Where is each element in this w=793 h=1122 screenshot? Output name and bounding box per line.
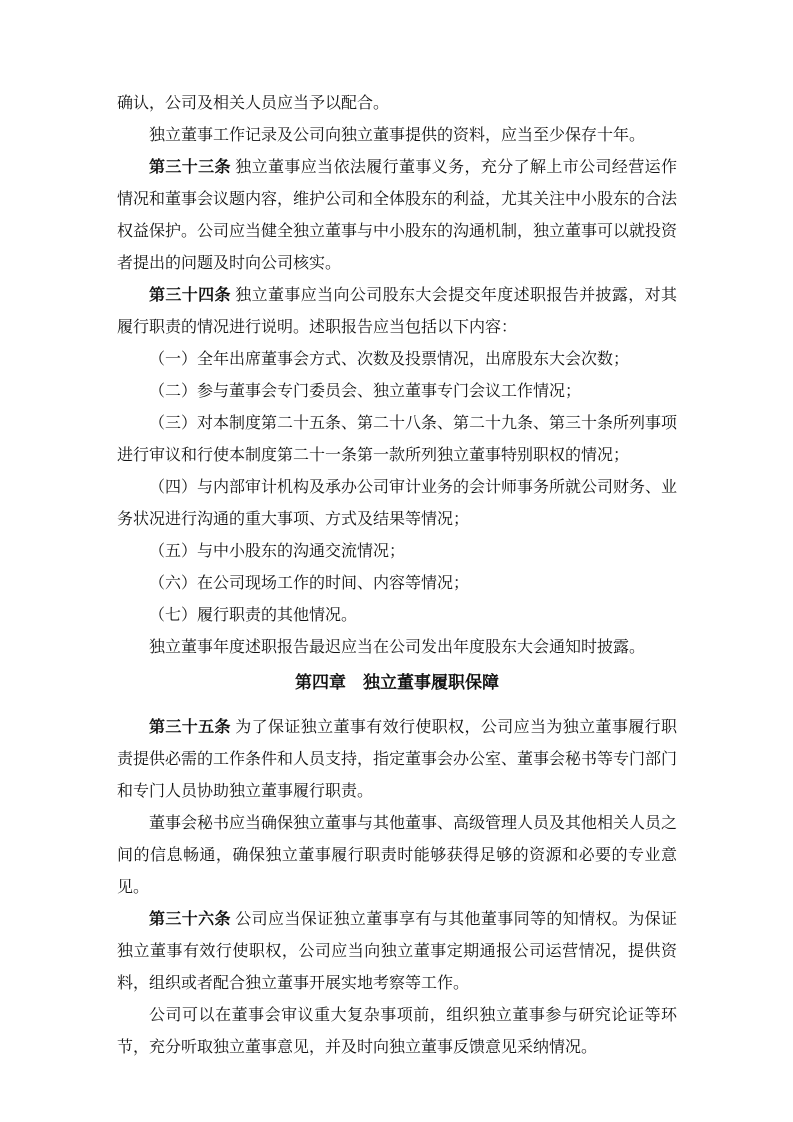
paragraph <box>117 808 677 904</box>
paragraph-text: 独立董事应当依法履行董事义务，充分了解上市公司经营运作情况和董事会议题内容，维护公司和全体股东的利益，尤其关注中小股东的合法权益保护。公司应当健全独立董事与中小股东的沟通机制，独立董事可以就投资者提出的问题及时向公司核实。 <box>117 159 678 272</box>
paragraph-text: （一）全年出席董事会方式、次数及投票情况，出席股东大会次数； <box>149 351 630 368</box>
paragraph-text: 为了保证独立董事有效行使职权，公司应当为独立董事履行职责提供必需的工作条件和人员支持，指定董事会办公室、董事会秘书等专门部门和专门人员协助独立董事履行职责。 <box>117 719 678 800</box>
paragraph-text: 董事会秘书应当确保独立董事与其他董事、高级管理人员及其他相关人员之间的信息畅通，确保独立董事履行职责时能够获得足够的资源和必要的专业意见。 <box>117 815 678 896</box>
paragraph-text: 公司应当保证独立董事享有与其他董事同等的知情权。为保证独立董事有效行使职权，公司应当向独立董事定期通报公司运营情况，提供资料，组织或者配合独立董事开展实地考察等工作。 <box>117 911 677 992</box>
article-number: 第三十三条 <box>149 159 231 176</box>
paragraph <box>117 536 677 568</box>
paragraph-text: （四）与内部审计机构及承办公司审计业务的会计师事务所就公司财务、业务状况进行沟通的重大事项、方式及结果等情况； <box>117 479 678 528</box>
paragraph-text: （七）履行职责的其他情况。 <box>149 607 358 624</box>
article-number: 第三十四条 <box>149 287 231 304</box>
paragraph <box>117 344 677 376</box>
paragraph <box>117 408 677 472</box>
paragraph-text: （五）与中小股东的沟通交流情况； <box>149 543 406 560</box>
paragraph-text: 独立董事工作记录及公司向独立董事提供的资料，应当至少保存十年。 <box>149 127 646 144</box>
chapter-heading-text: 第四章 独立董事履职保障 <box>295 673 499 692</box>
paragraph <box>117 600 677 632</box>
paragraph <box>117 376 677 408</box>
paragraph <box>117 472 677 536</box>
paragraph <box>117 712 677 808</box>
paragraph-text: 公司可以在董事会审议重大复杂事项前，组织独立董事参与研究论证等环节，充分听取独立董事意见，并及时向独立董事反馈意见采纳情况。 <box>117 1007 677 1056</box>
paragraph-text: （二）参与董事会专门委员会、独立董事专门会议工作情况； <box>149 383 582 400</box>
paragraph-text: （三）对本制度第二十五条、第二十八条、第二十九条、第三十条所列事项进行审议和行使本制度第二十一条第一款所列独立董事特别职权的情况； <box>117 415 678 464</box>
chapter-heading <box>117 667 677 699</box>
paragraph-text: 独立董事年度述职报告最迟应当在公司发出年度股东大会通知时披露。 <box>149 639 646 656</box>
paragraph-text: 独立董事应当向公司股东大会提交年度述职报告并披露，对其履行职责的情况进行说明。述职报告应当包括以下内容： <box>117 287 677 336</box>
paragraph-text: 确认，公司及相关人员应当予以配合。 <box>117 95 390 112</box>
paragraph <box>117 904 677 1000</box>
paragraph <box>117 152 677 280</box>
paragraph <box>117 632 677 664</box>
document-body <box>117 88 677 1064</box>
paragraph <box>117 280 677 344</box>
article-number: 第三十六条 <box>149 911 231 928</box>
paragraph-text: （六）在公司现场工作的时间、内容等情况； <box>149 575 470 592</box>
article-number: 第三十五条 <box>149 719 231 736</box>
paragraph <box>117 120 677 152</box>
paragraph <box>117 88 677 120</box>
paragraph <box>117 1000 677 1064</box>
paragraph <box>117 568 677 600</box>
